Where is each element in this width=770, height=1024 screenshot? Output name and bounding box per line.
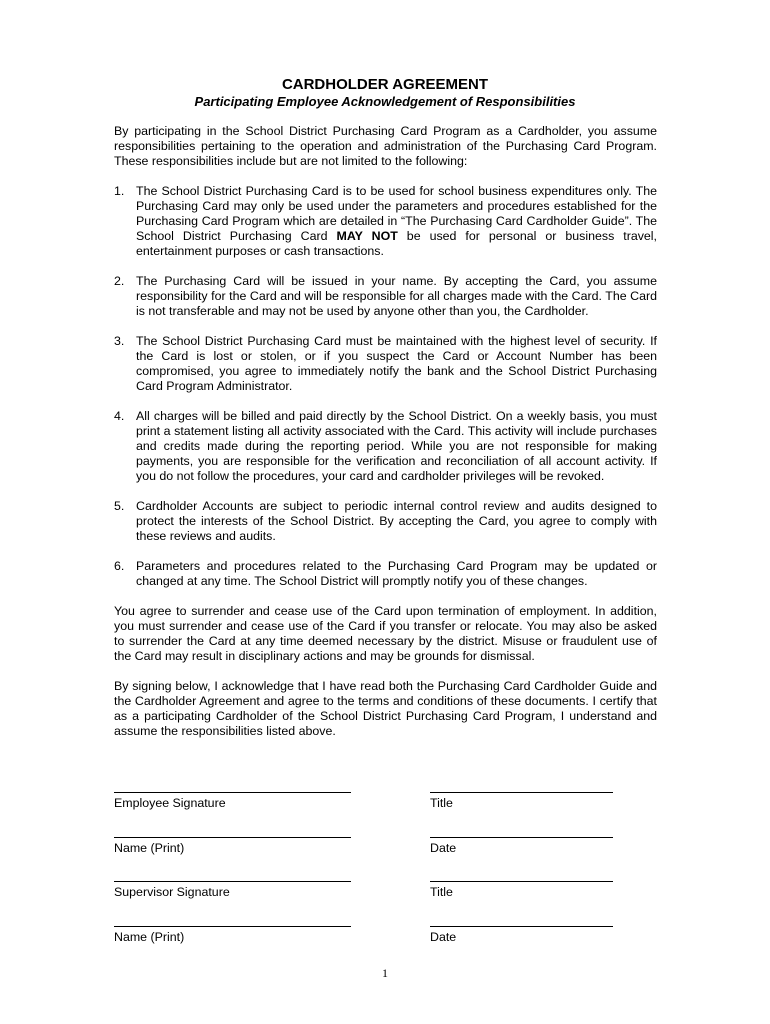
list-item-number: 4. bbox=[114, 409, 125, 423]
list-item-text-start: The School District Purchasing Card is to be used for school business expenditures only. The Purchasing Card may only be used under the parameters and procedures established for the Purchasing Card Program which are detailed in “The Purchasing Card Cardholder Guide”. The School District Purchasing Card bbox=[136, 184, 657, 243]
signature-label: Employee Signature bbox=[114, 796, 226, 810]
list-item-number: 6. bbox=[114, 559, 125, 573]
signature-row bbox=[114, 837, 634, 857]
signature-label: Name (Print) bbox=[114, 841, 185, 855]
list-item bbox=[114, 409, 657, 484]
signature-label: Supervisor Signature bbox=[114, 885, 230, 899]
document-title: CARDHOLDER AGREEMENT bbox=[281, 76, 489, 93]
list-item-number: 2. bbox=[114, 274, 125, 288]
document-body bbox=[114, 124, 657, 754]
supervisor-signature-line[interactable] bbox=[114, 881, 351, 882]
signature-label: Date bbox=[430, 841, 457, 855]
signature-label: Name (Print) bbox=[114, 930, 185, 944]
name-print-line[interactable] bbox=[114, 837, 351, 838]
list-item-text: The School District Purchasing Card must be maintained with the highest level of security. If the Card is lost or stolen, or if you suspect the Card or Account Number has been compromised, you agree to immediately notify the bank and the School District Purchasing Card Program Administrator. bbox=[136, 334, 657, 393]
list-item-number: 3. bbox=[114, 334, 125, 348]
surrender-paragraph: You agree to surrender and cease use of the Card upon termination of employment. In addition, you must surrender and cease use of the Card if you transfer or relocate. You may also be asked to surrender the Card at any time deemed necessary by the district. Misuse or fraudulent use of the Card may result in disciplinary actions and may be grounds for dismissal. bbox=[114, 604, 657, 663]
intro-paragraph: By participating in the School District Purchasing Card Program as a Cardholder, you assume responsibilities pertaining to the operation and administration of the Purchasing Card Program. These responsibilities include but are not limited to the following: bbox=[114, 124, 657, 168]
list-item bbox=[114, 274, 657, 319]
list-item-text bbox=[136, 184, 657, 259]
signature-row bbox=[114, 792, 634, 812]
list-item bbox=[114, 559, 657, 589]
date-line[interactable] bbox=[430, 837, 613, 838]
list-item-text: Parameters and procedures related to the Purchasing Card Program may be updated or changed at any time. The School District will promptly notify you of these changes. bbox=[136, 559, 657, 588]
list-item-emphasis: MAY NOT bbox=[336, 229, 398, 243]
list-item bbox=[114, 334, 657, 394]
signature-label: Date bbox=[430, 930, 457, 944]
title-line[interactable] bbox=[430, 792, 613, 793]
signature-row bbox=[114, 926, 634, 946]
signature-label: Title bbox=[430, 885, 453, 899]
list-item-text: All charges will be billed and paid directly by the School District. On a weekly basis, you must print a statement listing all activity associated with the Card. This activity will include purchases and credits made during the reporting period. While you are not responsible for making payments, you are responsible for the verification and reconciliation of all account activity. If you do not follow the procedures, your card and cardholder privileges will be revoked. bbox=[136, 409, 657, 483]
list-item bbox=[114, 184, 657, 259]
employee-signature-line[interactable] bbox=[114, 792, 351, 793]
document-subtitle: Participating Employee Acknowledgement of Responsibilities bbox=[194, 94, 576, 109]
list-item-text: The Purchasing Card will be issued in your name. By accepting the Card, you assume responsibility for the Card and will be responsible for all charges made with the Card. The Card is not transferable and may not be used by anyone other than you, the Cardholder. bbox=[136, 274, 657, 318]
name-print-line[interactable] bbox=[114, 926, 351, 927]
list-item-text: Cardholder Accounts are subject to periodic internal control review and audits designed to protect the interests of the School District. By accepting the Card, you agree to comply with these reviews and audits. bbox=[136, 499, 657, 543]
list-item-number: 1. bbox=[114, 184, 125, 198]
date-line[interactable] bbox=[430, 926, 613, 927]
list-item bbox=[114, 499, 657, 544]
responsibilities-list bbox=[114, 184, 657, 589]
page-number: 1 bbox=[382, 966, 388, 980]
title-line[interactable] bbox=[430, 881, 613, 882]
list-item-text-end: be used for personal or business travel, entertainment purposes or cash transactions. bbox=[136, 229, 657, 258]
signature-row bbox=[114, 881, 634, 901]
signing-paragraph: By signing below, I acknowledge that I have read both the Purchasing Card Cardholder Guide and the Cardholder Agreement and agree to the terms and conditions of these documents. I certify that as a participating Cardholder of the School District Purchasing Card Program, I understand and assume the responsibilities listed above. bbox=[114, 679, 657, 738]
list-item-number: 5. bbox=[114, 499, 125, 513]
signature-label: Title bbox=[430, 796, 453, 810]
